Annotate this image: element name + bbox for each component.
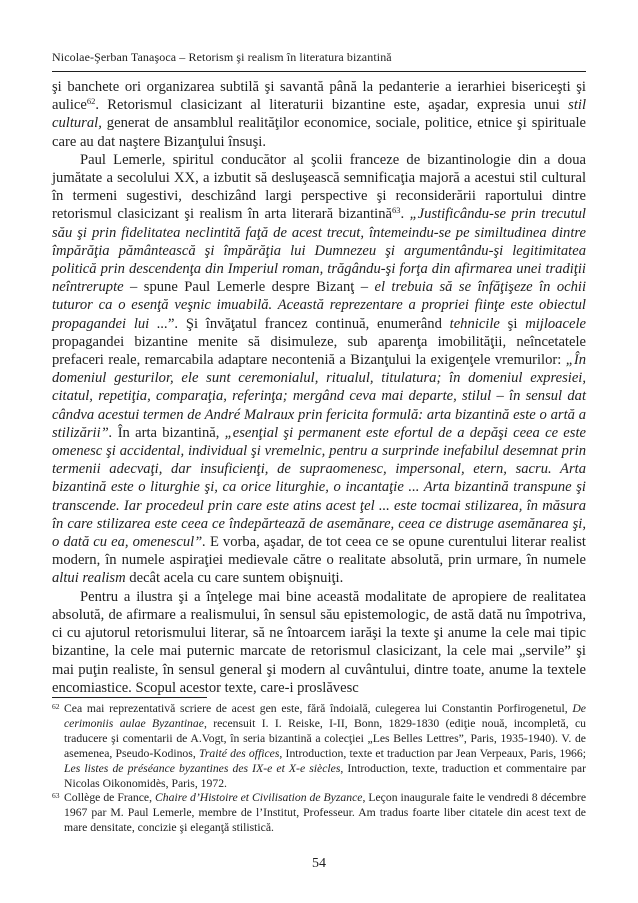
main-text <box>52 78 586 697</box>
footnote-63: 63 Collège de France, Chaire d’Histoire et Civilisation de Byzance, Leçon inaugurale faite le vendredi 8 décembre 1967 par M. Paul Lemerle, membre de l’Institut, Professeur. Am tradus foarte liber citatele din acest text de mare densitate, concizie şi eleganţă stilistică. <box>52 791 587 835</box>
footnote-rule <box>52 697 207 698</box>
lemerle-quote-1: „Justificându-se prin trecutul său şi prin fidelitatea neclintită faţă de acest trecut, întemeindu-se pe similtudinea dintre împărăţia pământească şi împărăţia lui Dumnezeu şi argumentându-şi legitimitatea politică prin descendenţa din Imperiul roman, trăgându-şi forţa din afirmarea unei tradiţii neîntrerupte <box>52 206 586 296</box>
running-title: Nicolae-Şerban Tanaşoca – Retorism şi realism în literatura bizantină <box>52 50 392 64</box>
footnote-number: 63 <box>52 791 60 801</box>
footnote-number: 62 <box>52 702 60 711</box>
page-number: 54 <box>312 856 326 871</box>
paragraph-2: Paul Lemerle, spiritul conducător al şcolii franceze de bizantinologie din a doua jumătate a secolului XX, a izbutit să desluşească semnificaţia majoră a acestui stil cultural în termeni sugestivi, deschizând largi perspective şi reconsiderării raportului dintre retorismul clasicizant şi realism în arta literară bizantină$^{63}$. „Justificându-se prin trecutul său şi prin fidelitatea neclintită faţă de acest trecut, întemeindu-se pe similtudinea dintre împărăţia pământească şi împărăţia lui Dumnezeu şi argumentându-şi legitimitatea politică prin descendenţa din Imperiul roman, trăgându-şi forţa din afirmarea unei tradiţii neîntrerupte – spune Paul Lemerle despre Bizanţ – el trebuia să se înfăţişeze în ochii tuturor ca o esenţă veşnic imuabilă. Această reprezentare a propriei fiinţe este obiectul propagandei lui ...”. Şi învăţatul francez continuă, enumerând tehnicile şi mijloacele propagandei bizantine menite să disimuleze, sub aparenţa imobilităţii, neîncetatele prefaceri reale, remarcabila adaptare neconteniă a Bizanţului la exigenţele vremurilor: „În domeniul gesturilor, ele sunt ceremonialul, ritualul, titulatura; în domeniul expresiei, citatul, repetiţia, comparaţia, referinţa; mergând ceva mai departe, stilul – în sensul dat cândva acestui termen de André Malraux prin fericita formulă: arta bizantină este o artă a stilizării”. În arta bizantină, „esenţial şi permanent este efortul de a depăşi ceea ce este omenesc şi accidental, individual şi vremelnic, pentru a surprinde inefabilul desemnat prin termenii adecvaţi, dar insuficienţi, de supraomenesc, impersonal, etern, sacru. Arta bizantină este o liturghie şi, ca orice liturghie, o incantaţie ... Arta bizantină transpune şi transcende. Iar procedeul prin care este atins acest ţel ... este tocmai stilizarea, în măsura în care stilizarea este ceea ce îndepărtează de asemănare, ceea ce distruge asemănarea şi, o dată cu ea, omenescul”. E vorba, aşadar, de tot ceea ce se opune curentului literar realist modern, în numele aspiraţiei medievale către o realitate absolută, prin urmare, în numele altui realism decât acela cu care suntem obişnuiţi. <box>52 151 587 587</box>
header-rule <box>52 71 586 72</box>
lemerle-quote-3: „În domeniul gesturilor, ele sunt ceremonialul, ritualul, titulatura; în domeniul expresiei, citatul, repetiţia, comparaţia, referinţa; mergând ceva mai departe, stilul – în sensul dat cândva acestui termen de André Malraux prin fericita formulă: arta bizantină este o artă a stilizării”. <box>52 352 586 441</box>
lemerle-quote-2: el trebuia să se înfăţişeze în ochii tuturor ca o esenţă veşnic imuabilă. Această reprezentare a propriei fiinţe este obiectul propagandei lui ... <box>52 279 587 332</box>
footnote-62: 62 Cea mai reprezentativă scriere de acest gen este, fără îndoială, culegerea lui Constantin Porfirogenetul, De cerimoniis aulae Byzantinae, recensuit I. I. Reiske, I-II, Bonn, 1829-1830 (ediţie nouă, incompletă, cu traducere şi comentarii de A.Vogt, în seria bizantină a colecţiei „Les Belles Lettres”, Paris, 1935-1940). V. de asemenea, Pseudo-Kodinos, Traité des offices, Introduction, texte et traduction par Jean Verpeaux, Paris, 1966; Les listes de préséance byzantines des IX-e et X-e siècles, Introduction, texte, traduction et commentaire par Nicolas Oikonomidès, Paris, 1972. <box>52 702 586 790</box>
paragraph-1: şi banchete ori organizarea subtilă şi savantă până la pedanterie a ierarhiei bisericeşti şi aulice$^{62}$. Retorismul clasicizant al literaturii bizantine este, aşadar, expresia unui stil cultural, generat de ansamblul realităţilor economice, sociale, politice, etnice şi spirituale care au dat naştere Bizanţului însuşi. <box>52 79 586 150</box>
lemerle-quote-4: „esenţial şi permanent este efortul de a depăşi ceea ce este omenesc şi accidental, individual şi vremelnic, pentru a surprinde inefabilul desemnat prin termenii adecvaţi, dar insuficienţi, de supraomenesc, impersonal, etern, sacru. Arta bizantină este o liturghie şi, ca orice liturghie, o incantaţie ... Arta bizantină transpune şi transcende. Iar procedeul prin care este atins acest ţel ... este tocmai stilizarea, în măsura în care stilizarea este ceea ce îndepărtează de asemănare, ceea ce distruge asemănarea şi, o dată cu ea, omenescul”. <box>52 424 586 551</box>
footnotes <box>52 702 586 836</box>
running-header <box>52 50 392 64</box>
footnote-ref-62[interactable]: 62 <box>86 96 96 107</box>
paragraph-3: Pentru a ilustra şi a înţelege mai bine această modalitate de apropiere de realitatea absolută, de afirmare a realismului, în sensul său epistemologic, de astă dată nu împotriva, ci cu ajutorul retorismului literar, să ne întoarcem iarăşi la texte şi anume la cele mai tipic bizantine, la cele mai puternic marcate de retorismul clasicizant, la cele mai „servile” şi mai puţin realiste, în sensul general şi modern al cuvântului, dintre toate, anume la textele encomiastice. Scopul acestor texte, care-i proslăvesc <box>52 588 586 696</box>
footnote-ref-63[interactable]: 63 <box>392 205 401 216</box>
